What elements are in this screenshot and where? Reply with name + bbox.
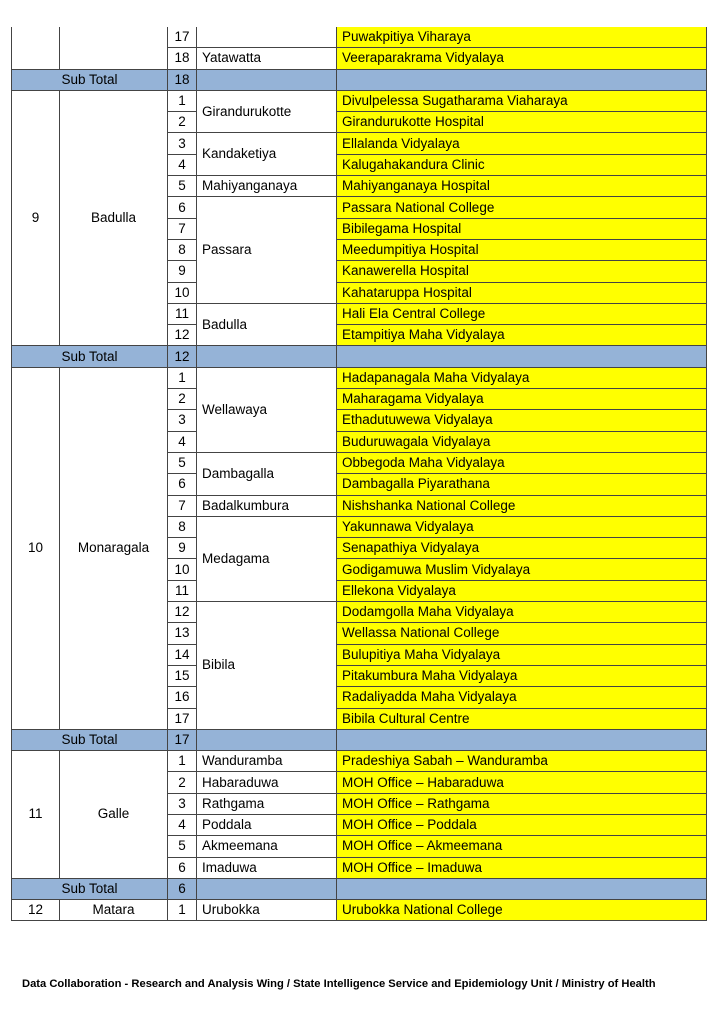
subtotal-empty-cell (337, 346, 707, 367)
row-index-cell: 14 (168, 644, 197, 665)
location-cell: MOH Office – Poddala (337, 814, 707, 835)
subtotal-empty-cell (197, 729, 337, 750)
district-number-cell (12, 27, 60, 69)
row-index-cell: 17 (168, 708, 197, 729)
location-cell: Pitakumbura Maha Vidyalaya (337, 665, 707, 686)
row-index-cell: 2 (168, 772, 197, 793)
row-index-cell: 1 (168, 90, 197, 111)
row-index-cell: 3 (168, 133, 197, 154)
location-cell: MOH Office – Akmeemana (337, 836, 707, 857)
division-cell: Passara (197, 197, 337, 303)
subtotal-row (12, 69, 707, 90)
row-index-cell: 3 (168, 793, 197, 814)
location-cell: Maharagama Vidyalaya (337, 389, 707, 410)
subtotal-count: 17 (168, 729, 197, 750)
row-index-cell: 2 (168, 389, 197, 410)
location-cell: Bibilegama Hospital (337, 218, 707, 239)
row-index-cell: 7 (168, 218, 197, 239)
location-cell: Puwakpitiya Viharaya (337, 27, 707, 48)
table-row (12, 27, 707, 48)
location-cell: Divulpelessa Sugatharama Viaharaya (337, 90, 707, 111)
division-cell: Habaraduwa (197, 772, 337, 793)
district-number-cell: 11 (12, 751, 60, 879)
division-cell: Girandurukotte (197, 90, 337, 133)
row-index-cell: 12 (168, 325, 197, 346)
location-cell: Mahiyanganaya Hospital (337, 176, 707, 197)
row-index-cell: 17 (168, 27, 197, 48)
subtotal-label: Sub Total (12, 346, 168, 367)
row-index-cell: 8 (168, 516, 197, 537)
division-cell: Badalkumbura (197, 495, 337, 516)
row-index-cell: 6 (168, 474, 197, 495)
location-cell: Urubokka National College (337, 900, 707, 921)
table-row (12, 90, 707, 111)
division-cell: Kandaketiya (197, 133, 337, 176)
locations-table (11, 27, 707, 921)
location-cell: Senapathiya Vidyalaya (337, 538, 707, 559)
row-index-cell: 16 (168, 687, 197, 708)
row-index-cell: 4 (168, 814, 197, 835)
subtotal-empty-cell (197, 69, 337, 90)
subtotal-label: Sub Total (12, 729, 168, 750)
location-cell: Dambagalla Piyarathana (337, 474, 707, 495)
division-cell: Imaduwa (197, 857, 337, 878)
location-cell: Bulupitiya Maha Vidyalaya (337, 644, 707, 665)
location-cell: Buduruwagala Vidyalaya (337, 431, 707, 452)
district-number-cell: 10 (12, 367, 60, 729)
subtotal-empty-cell (197, 346, 337, 367)
location-cell: Passara National College (337, 197, 707, 218)
row-index-cell: 3 (168, 410, 197, 431)
location-cell: MOH Office – Rathgama (337, 793, 707, 814)
table-row (12, 900, 707, 921)
division-cell: Dambagalla (197, 452, 337, 495)
location-cell: Kanawerella Hospital (337, 261, 707, 282)
row-index-cell: 5 (168, 836, 197, 857)
division-cell: Poddala (197, 814, 337, 835)
division-cell: Badulla (197, 303, 337, 346)
division-cell: Wellawaya (197, 367, 337, 452)
row-index-cell: 11 (168, 303, 197, 324)
location-cell: Ellekona Vidyalaya (337, 580, 707, 601)
division-cell: Bibila (197, 602, 337, 730)
location-cell: Pradeshiya Sabah – Wanduramba (337, 751, 707, 772)
subtotal-label: Sub Total (12, 69, 168, 90)
row-index-cell: 7 (168, 495, 197, 516)
row-index-cell: 15 (168, 665, 197, 686)
district-name-cell: Badulla (60, 90, 168, 346)
location-cell: Hadapanagala Maha Vidyalaya (337, 367, 707, 388)
row-index-cell: 4 (168, 431, 197, 452)
row-index-cell: 1 (168, 900, 197, 921)
table-body (12, 27, 707, 921)
row-index-cell: 13 (168, 623, 197, 644)
district-number-cell: 9 (12, 90, 60, 346)
subtotal-empty-cell (197, 878, 337, 899)
location-cell: Bibila Cultural Centre (337, 708, 707, 729)
subtotal-label: Sub Total (12, 878, 168, 899)
row-index-cell: 5 (168, 176, 197, 197)
subtotal-count: 6 (168, 878, 197, 899)
row-index-cell: 4 (168, 154, 197, 175)
row-index-cell: 9 (168, 261, 197, 282)
division-cell: Akmeemana (197, 836, 337, 857)
location-cell: Ethadutuwewa Vidyalaya (337, 410, 707, 431)
subtotal-count: 18 (168, 69, 197, 90)
location-cell: Nishshanka National College (337, 495, 707, 516)
division-cell: Urubokka (197, 900, 337, 921)
location-cell: Wellassa National College (337, 623, 707, 644)
location-cell: Godigamuwa Muslim Vidyalaya (337, 559, 707, 580)
row-index-cell: 9 (168, 538, 197, 559)
row-index-cell: 2 (168, 112, 197, 133)
subtotal-empty-cell (337, 69, 707, 90)
location-cell: Radaliyadda Maha Vidyalaya (337, 687, 707, 708)
location-cell: Kalugahakandura Clinic (337, 154, 707, 175)
subtotal-row (12, 346, 707, 367)
table-row (12, 367, 707, 388)
row-index-cell: 12 (168, 602, 197, 623)
district-name-cell: Matara (60, 900, 168, 921)
location-cell: Yakunnawa Vidyalaya (337, 516, 707, 537)
location-cell: Ellalanda Vidyalaya (337, 133, 707, 154)
location-cell: Girandurukotte Hospital (337, 112, 707, 133)
division-cell: Medagama (197, 516, 337, 601)
row-index-cell: 10 (168, 559, 197, 580)
district-name-cell: Galle (60, 751, 168, 879)
location-cell: Hali Ela Central College (337, 303, 707, 324)
location-cell: Obbegoda Maha Vidyalaya (337, 452, 707, 473)
division-cell: Mahiyanganaya (197, 176, 337, 197)
location-cell: Etampitiya Maha Vidyalaya (337, 325, 707, 346)
district-number-cell: 12 (12, 900, 60, 921)
subtotal-empty-cell (337, 878, 707, 899)
row-index-cell: 10 (168, 282, 197, 303)
location-cell: Kahataruppa Hospital (337, 282, 707, 303)
row-index-cell: 1 (168, 367, 197, 388)
footer-text: Data Collaboration - Research and Analysis Wing / State Intelligence Service and Epidemiology Unit / Ministry of Health (22, 978, 656, 990)
row-index-cell: 11 (168, 580, 197, 601)
district-name-cell (60, 27, 168, 69)
row-index-cell: 5 (168, 452, 197, 473)
location-cell: MOH Office – Habaraduwa (337, 772, 707, 793)
row-index-cell: 6 (168, 857, 197, 878)
row-index-cell: 18 (168, 48, 197, 69)
subtotal-row (12, 729, 707, 750)
location-cell: Meedumpitiya Hospital (337, 239, 707, 260)
subtotal-count: 12 (168, 346, 197, 367)
table-row (12, 751, 707, 772)
location-cell: MOH Office – Imaduwa (337, 857, 707, 878)
division-cell: Rathgama (197, 793, 337, 814)
row-index-cell: 6 (168, 197, 197, 218)
district-name-cell: Monaragala (60, 367, 168, 729)
location-cell: Veeraparakrama Vidyalaya (337, 48, 707, 69)
row-index-cell: 1 (168, 751, 197, 772)
location-cell: Dodamgolla Maha Vidyalaya (337, 602, 707, 623)
subtotal-empty-cell (337, 729, 707, 750)
row-index-cell: 8 (168, 239, 197, 260)
division-cell: Yatawatta (197, 48, 337, 69)
division-cell (197, 27, 337, 48)
division-cell: Wanduramba (197, 751, 337, 772)
subtotal-row (12, 878, 707, 899)
